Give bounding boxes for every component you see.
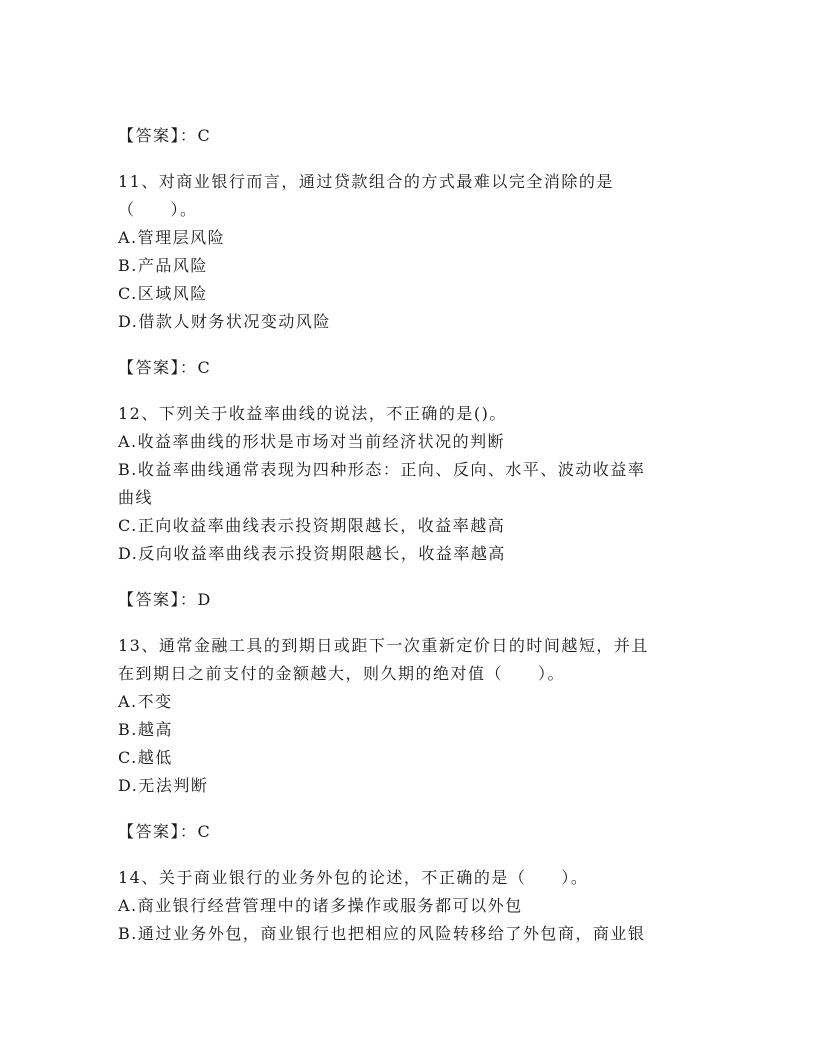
- document-page: [118, 122, 688, 966]
- answer-line: 【答案】：D: [118, 590, 212, 609]
- option-c: C.区域风险: [118, 284, 208, 303]
- answer-line: 【答案】：C: [118, 126, 212, 145]
- option-d: D.借款人财务状况变动风险: [118, 312, 331, 331]
- option-b: B.产品风险: [118, 256, 208, 275]
- question-stem: 在到期日之前支付的金额越大，则久期的绝对值（ ）。: [118, 664, 566, 683]
- option-c: C.越低: [118, 748, 173, 767]
- option-c: C.正向收益率曲线表示投资期限越长，收益率越高: [118, 516, 506, 535]
- option-d: D.反向收益率曲线表示投资期限越长，收益率越高: [118, 544, 506, 563]
- option-a: A.收益率曲线的形状是市场对当前经济状况的判断: [118, 432, 506, 451]
- question-stem: 12、下列关于收益率曲线的说法，不正确的是()。: [118, 404, 507, 423]
- option-d: D.无法判断: [118, 776, 209, 795]
- question-12: [118, 400, 688, 568]
- question-stem: 11、对商业银行而言，通过贷款组合的方式最难以完全消除的是: [118, 172, 614, 191]
- option-a: A.商业银行经营管理中的诸多操作或服务都可以外包: [118, 896, 523, 915]
- question-stem: 13、通常金融工具的到期日或距下一次重新定价日的时间越短，并且: [118, 636, 649, 655]
- question-stem: 14、关于商业银行的业务外包的论述，不正确的是（ ）。: [118, 868, 589, 887]
- option-a: A.管理层风险: [118, 228, 226, 247]
- option-b: B.通过业务外包，商业银行也把相应的风险转移给了外包商，商业银: [118, 924, 646, 943]
- question-11: [118, 168, 688, 336]
- option-b-continued: 曲线: [118, 488, 154, 507]
- answer-line: 【答案】：C: [118, 822, 212, 841]
- option-b: B.越高: [118, 720, 173, 739]
- option-b: B.收益率曲线通常表现为四种形态：正向、反向、水平、波动收益率: [118, 460, 646, 479]
- answer-line: 【答案】：C: [118, 358, 212, 377]
- question-14: [118, 864, 688, 948]
- question-stem: （ ）。: [118, 200, 198, 219]
- question-13: [118, 632, 688, 800]
- option-a: A.不变: [118, 692, 173, 711]
